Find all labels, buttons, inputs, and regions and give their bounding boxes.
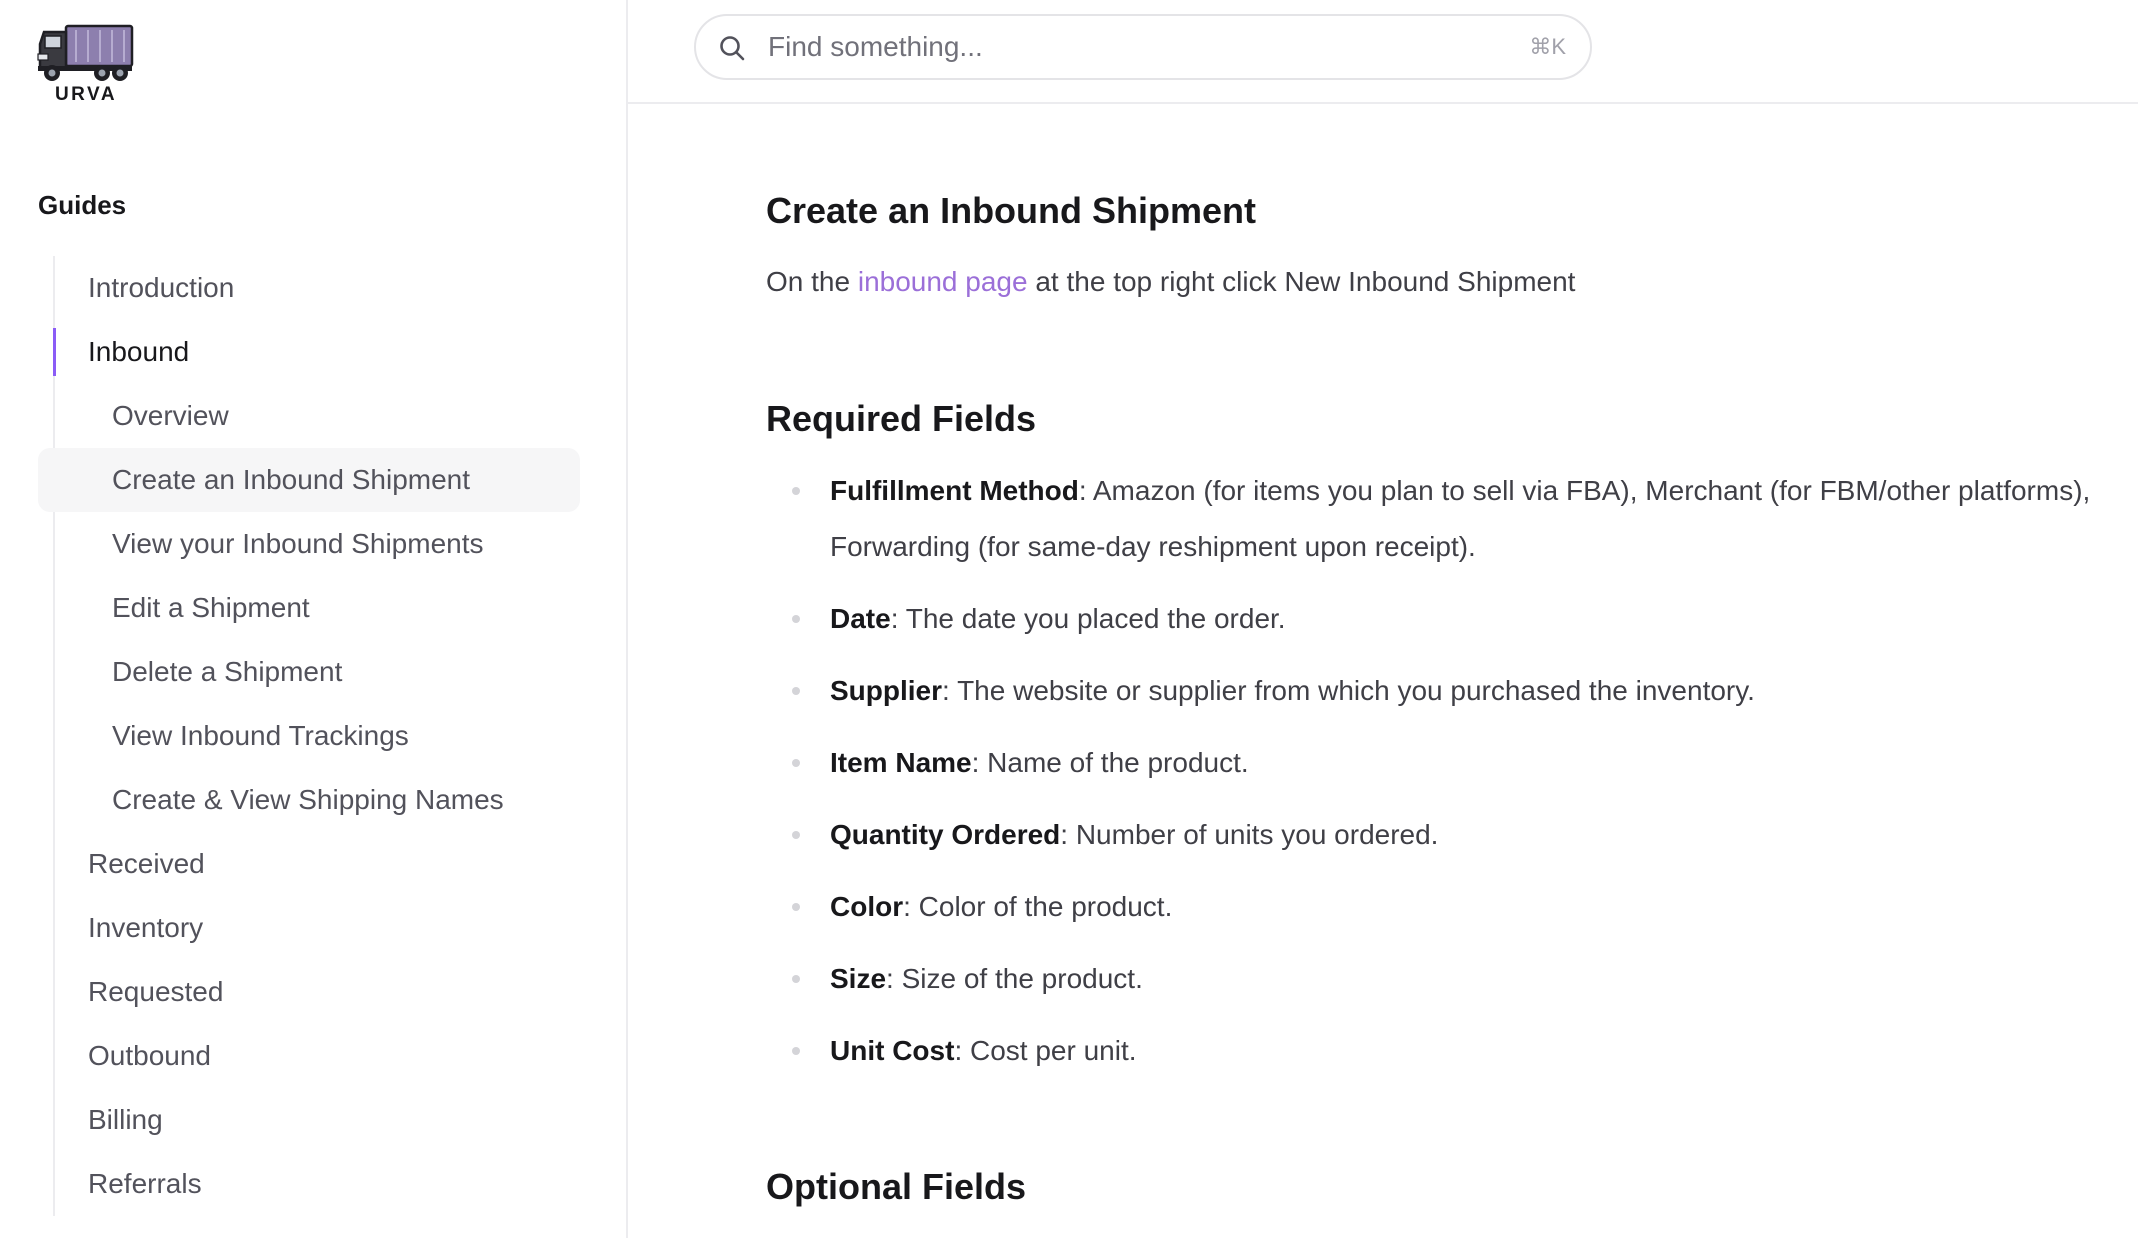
sidebar-subitem-view-inbound-trackings[interactable]: View Inbound Trackings [112, 720, 409, 751]
field-name: Supplier [830, 675, 943, 706]
bullet-dot [792, 487, 800, 495]
sidebar-item-referrals[interactable]: Referrals [88, 1168, 202, 1199]
field-name: Fulfillment Method [830, 475, 1079, 506]
field-desc: : The website or supplier from which you purchased the inventory. [942, 675, 1755, 706]
list-item-quantity-ordered [830, 815, 1438, 855]
nav-active-marker [53, 328, 56, 376]
article-content [766, 104, 2138, 1238]
intro-text-before: On the [766, 266, 858, 297]
bullet-dot [792, 975, 800, 983]
sidebar-subitem-shipping-names[interactable]: Create & View Shipping Names [112, 784, 504, 815]
brand-logo[interactable] [36, 22, 136, 108]
bullet-dot [792, 615, 800, 623]
list-item-size [830, 959, 1143, 999]
sidebar-item-inventory[interactable]: Inventory [88, 912, 204, 943]
intro-paragraph [766, 266, 1575, 298]
list-item-item-name [830, 743, 1249, 783]
field-name: Color [830, 891, 904, 922]
required-fields-heading: Required Fields [766, 398, 1037, 439]
nav-tree-line [53, 256, 55, 1216]
sidebar-item-requested[interactable]: Requested [88, 976, 224, 1007]
field-name: Size [830, 963, 887, 994]
brand-name: URVA [54, 84, 118, 105]
list-item-supplier [830, 671, 1755, 711]
bullet-dot [792, 903, 800, 911]
field-name: Date [830, 603, 891, 634]
sidebar-subitem-edit-shipment[interactable]: Edit a Shipment [112, 592, 310, 623]
search-icon [718, 34, 746, 62]
bullet-dot [792, 831, 800, 839]
page-title: Create an Inbound Shipment [766, 190, 1257, 231]
search-shortcut-hint: ⌘K [1529, 34, 1566, 59]
sidebar-item-billing[interactable]: Billing [88, 1104, 163, 1135]
truck-icon [36, 22, 136, 84]
list-item-fulfillment-method [830, 471, 2090, 511]
sidebar-subitem-view-inbound-shipments[interactable]: View your Inbound Shipments [112, 528, 484, 559]
field-desc: : Name of the product. [971, 747, 1249, 778]
sidebar [0, 0, 628, 1238]
field-desc: : Color of the product. [903, 891, 1173, 922]
field-desc: : Size of the product. [886, 963, 1143, 994]
field-desc: : Cost per unit. [954, 1035, 1137, 1066]
field-desc: : Amazon (for items you plan to sell via FBA), Merchant (for FBM/other platforms), [1078, 475, 2091, 506]
sidebar-subitem-create-inbound-shipment[interactable]: Create an Inbound Shipment [112, 464, 471, 495]
bullet-dot [792, 759, 800, 767]
search-placeholder: Find something... [768, 31, 983, 62]
list-item-date [830, 599, 1286, 639]
sidebar-item-outbound[interactable]: Outbound [88, 1040, 211, 1071]
sidebar-item-introduction[interactable]: Introduction [88, 272, 235, 303]
intro-text-after: at the top right click New Inbound Shipment [1027, 266, 1576, 297]
list-item-fulfillment-method-cont: Forwarding (for same-day reshipment upon receipt). [830, 531, 1476, 562]
search-bar[interactable] [694, 14, 1592, 80]
optional-fields-heading: Optional Fields [766, 1166, 1027, 1207]
field-desc: : Number of units you ordered. [1060, 819, 1439, 850]
top-header [628, 0, 2138, 104]
list-item-color [830, 887, 1172, 927]
field-name: Unit Cost [830, 1035, 955, 1066]
sidebar-item-received[interactable]: Received [88, 848, 205, 879]
sidebar-item-inbound[interactable]: Inbound [88, 336, 190, 367]
field-name: Item Name [830, 747, 972, 778]
list-item-unit-cost [830, 1031, 1137, 1071]
sidebar-subitem-delete-shipment[interactable]: Delete a Shipment [112, 656, 343, 687]
field-name: Quantity Ordered [830, 819, 1061, 850]
field-desc: : The date you placed the order. [890, 603, 1286, 634]
bullet-dot [792, 1047, 800, 1055]
nav-section-title: Guides [38, 190, 127, 220]
sidebar-subitem-overview[interactable]: Overview [112, 400, 229, 431]
inbound-page-link[interactable]: inbound page [857, 266, 1028, 297]
bullet-dot [792, 687, 800, 695]
